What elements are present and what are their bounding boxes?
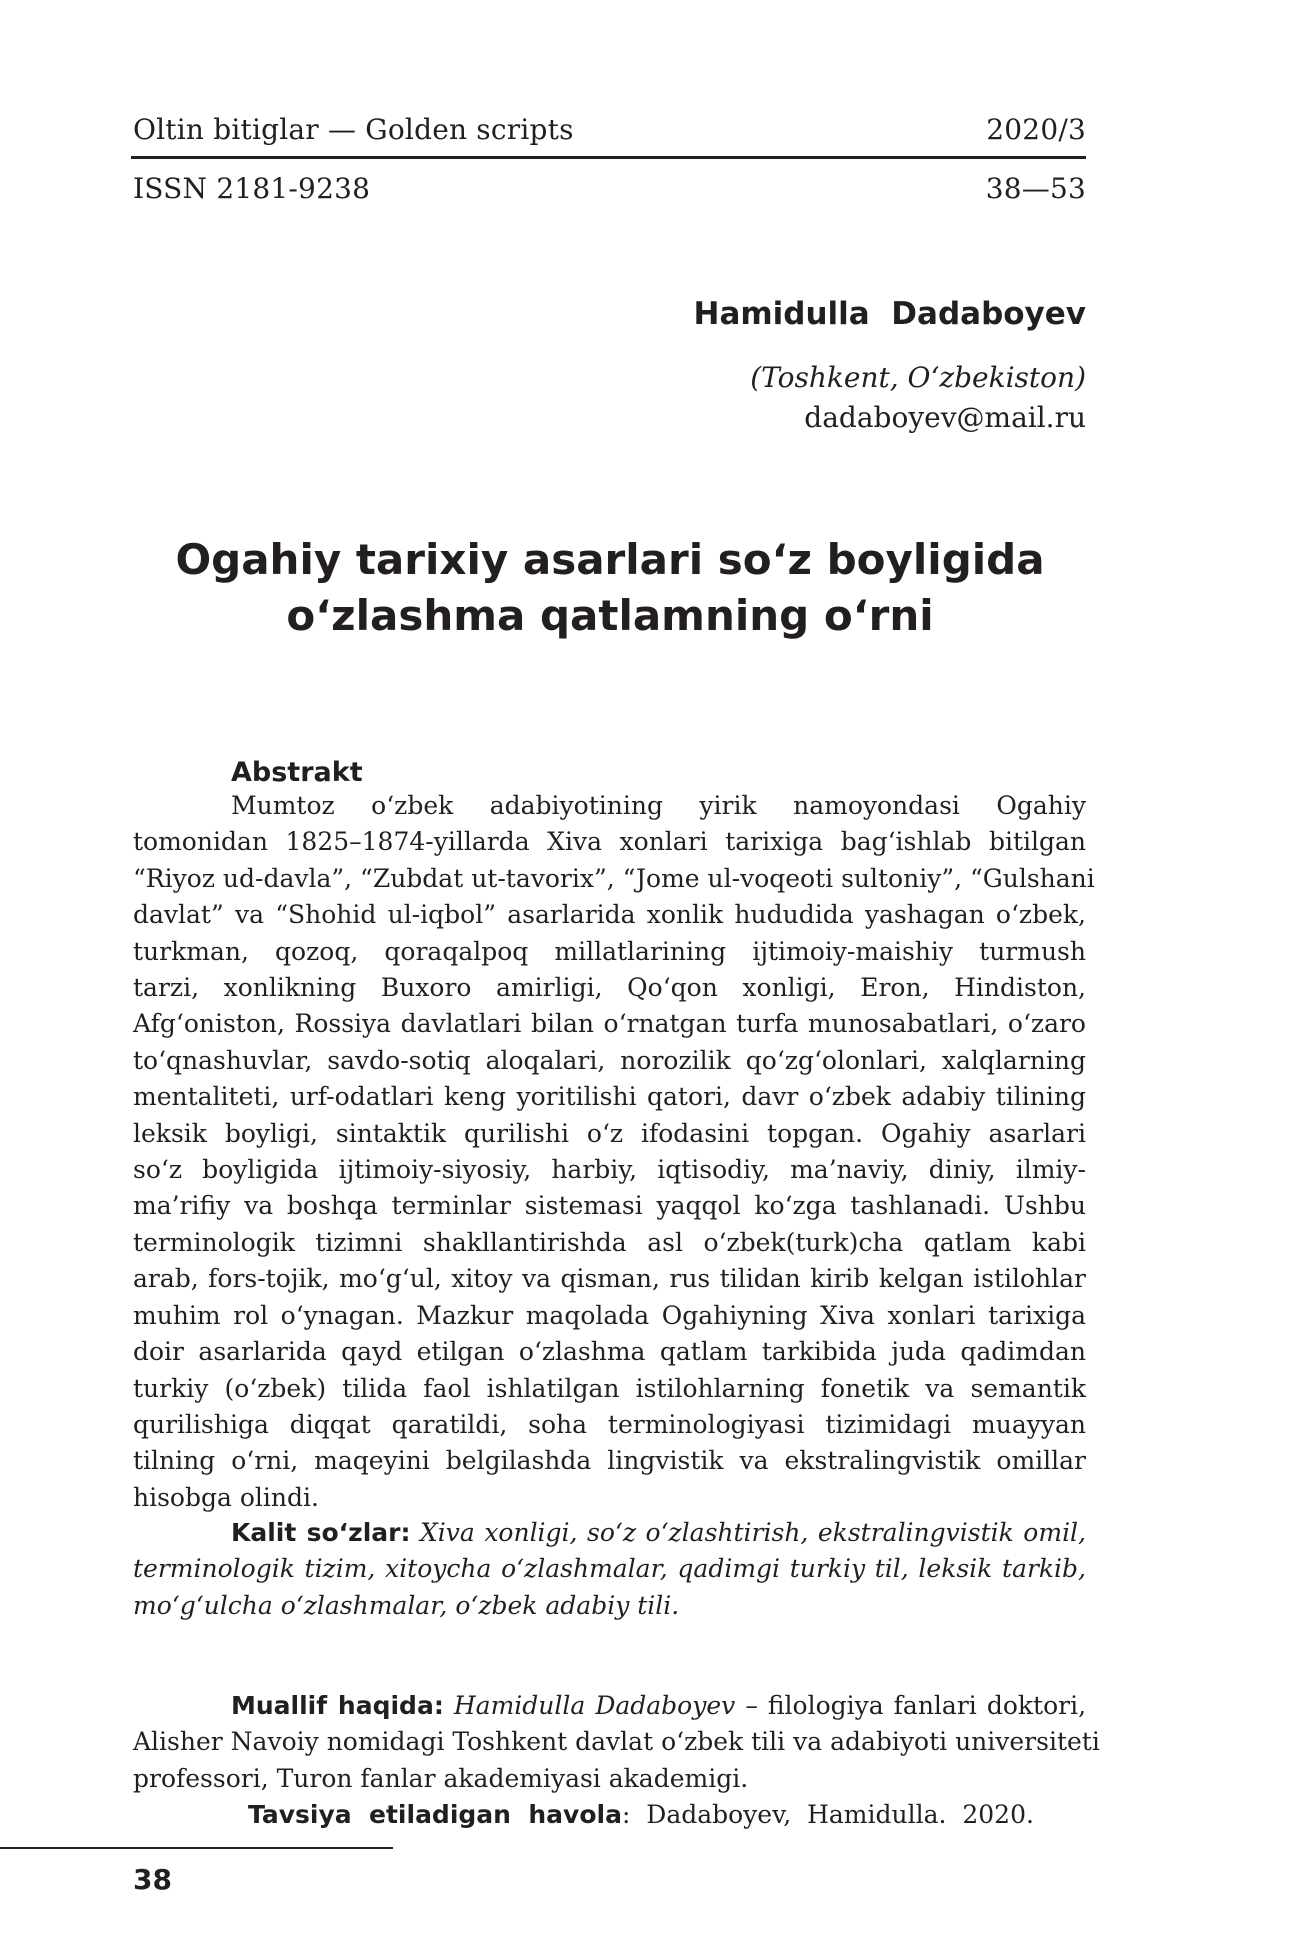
article-title-line-2: o‘zlashma qatlamning o‘rni [286,591,934,640]
abstract-line: tomonidan 1825–1874-yillarda Xiva xonlari tarixiga bag‘ishlab bitilgan [133,827,1086,857]
abstract-line: turkiy (o‘zbek) tilida faol ishlatilgan istilohlarning fonetik va semantik [133,1373,1086,1403]
article-title-line-1: Ogahiy tarixiy asarlari so‘z boyligida [175,535,1045,584]
abstract-line: tilning o‘rni, maqeyini belgilashda lingvistik va ekstralingvistik omillar [133,1446,1086,1476]
abstract-line: to‘qnashuvlar, savdo-sotiq aloqalari, norozilik qo‘zg‘olonlari, xalqlarning [133,1045,1086,1075]
abstract-line: turkman, qozoq, qoraqalpoq millatlarining ijtimoiy-maishiy turmush [133,936,1086,966]
about-line [133,1688,1086,1724]
keywords-block [133,1515,1086,1624]
page-range: 38—53 [985,172,1086,205]
abstract-line: Mumtoz o‘zbek adabiyotining yirik namoyondasi Ogahiy [231,791,1086,820]
header-rule [131,156,1086,159]
keywords-line: terminologik tizim, xitoycha o‘zlashmalar, qadimgi turkiy til, leksik tarkib, [133,1554,1086,1584]
about-author-block [133,1688,1100,1797]
abstract-line: davlat” va “Shohid ul-iqbol” asarlarida xonlik hududida yashagan o‘zbek, [133,900,1086,930]
issue-number: 2020/3 [986,113,1086,146]
about-line: Alisher Navoiy nomidagi Toshkent davlat o‘zbek tili va adabiyoti universiteti [133,1727,1100,1757]
author-affiliation: (Toshkent, O‘zbekiston) [750,361,1086,394]
page-number: 38 [133,1863,172,1896]
keywords-label: Kalit so‘zlar: [231,1518,411,1547]
citation-line [248,1797,1034,1833]
abstract-body [133,788,1095,1516]
citation-text: : Dadaboyev, Hamidulla. 2020. [621,1800,1034,1829]
keywords-line [133,1515,1086,1551]
about-author-name: Hamidulla Dadaboyev [453,1691,736,1720]
about-label: Muallif haqida: [231,1691,444,1720]
abstract-line: doir asarlarida qayd etilgan o‘zlashma qatlam tarkibida juda qadimdan [133,1337,1086,1367]
article-title [150,532,1070,644]
abstract-line: muhim rol o‘ynagan. Mazkur maqolada Ogahiyning Xiva xonlari tarixiga [133,1300,1086,1330]
issn: ISSN 2181-9238 [133,172,371,205]
citation-label: Tavsiya etiladigan havola [248,1800,622,1829]
abstract-line: so‘z boyligida ijtimoiy-siyosiy, harbiy, iqtisodiy, ma’naviy, diniy, ilmiy- [133,1155,1086,1185]
abstract-line: qurilishiga diqqat qaratildi, soha terminologiyasi tizimidagi muayyan [133,1409,1086,1439]
abstract-line: leksik boyligi, sintaktik qurilishi o‘z ifodasini topgan. Ogahiy asarlari [133,1118,1086,1148]
abstract-heading: Abstrakt [231,757,363,788]
about-line: professori, Turon fanlar akademiyasi akademigi. [133,1763,749,1793]
abstract-line: tarzi, xonlikning Buxoro amirligi, Qo‘qon xonligi, Eron, Hindiston, [133,973,1086,1003]
footnote-rule [0,1847,393,1849]
author-email[interactable]: dadaboyev@mail.ru [804,401,1086,434]
abstract-line: mentaliteti, urf-odatlari keng yoritilishi qatori, davr o‘zbek adabiy tilining [133,1082,1086,1112]
journal-name: Oltin bitiglar — Golden scripts [133,113,574,146]
abstract-line: terminologik tizimni shakllantirishda asl o‘zbek(turk)cha qatlam kabi [133,1227,1086,1257]
abstract-line: hisobga olindi. [133,1482,319,1512]
abstract-line: ma’rifiy va boshqa terminlar sistemasi yaqqol ko‘zga tashlanadi. Ushbu [133,1191,1086,1221]
abstract-line: Afg‘oniston, Rossiya davlatlari bilan o‘rnatgan turfa munosabatlari, o‘zaro [133,1009,1086,1039]
keywords-line: mo‘g‘ulcha o‘zlashmalar, o‘zbek adabiy tili. [133,1590,680,1620]
abstract-line: “Riyoz ud-davla”, “Zubdat ut-tavorix”, “Jome ul-voqeoti sultoniy”, “Gulshani [133,863,1095,893]
keywords-text: Xiva xonligi, so‘z o‘zlashtirish, ekstralingvistik omil, [419,1518,1087,1547]
abstract-line: arab, fors-tojik, mo‘g‘ul, xitoy va qisman, rus tilidan kirib kelgan istilohlar [133,1264,1086,1294]
about-degree: – filologiya fanlari doktori, [735,1691,1087,1720]
author-name: Hamidulla Dadaboyev [693,296,1086,332]
